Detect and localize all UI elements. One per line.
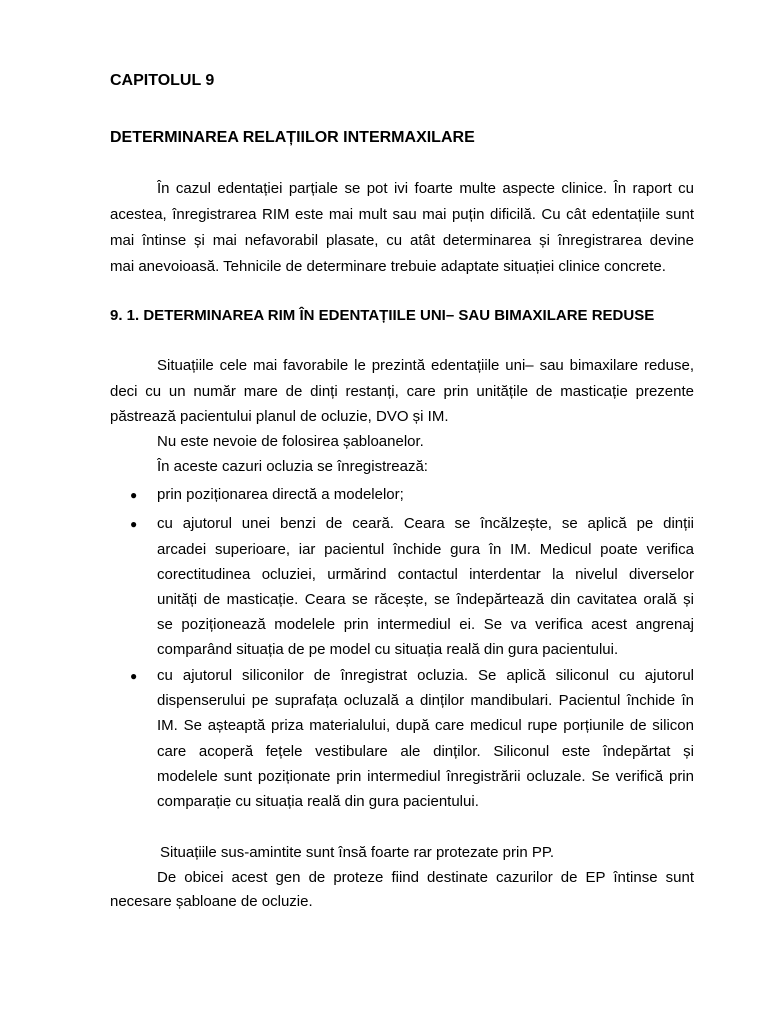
- text-line: dispenserului pe suprafața ocluzală a dinților mandibulari. Pacientul închide în: [157, 692, 694, 709]
- text-line: unități de masticație. Ceara se răcește, se îndepărtează din cavitatea orală și: [157, 591, 694, 608]
- text-line: De obicei acest gen de proteze fiind destinate cazurilor de EP întinse sunt: [157, 869, 694, 886]
- text-line: arcadei superioare, iar pacientul închide gura în IM. Medicul poate verifica: [157, 541, 694, 558]
- text-line: deci cu un număr mare de dinți restanți, care prin unitățile de masticație prezente: [110, 383, 694, 400]
- closing-line: Situațiile sus-amintite sunt însă foarte rar protezate prin PP.: [160, 844, 555, 861]
- no-templates-line: Nu este nevoie de folosirea șabloanelor.: [157, 433, 424, 450]
- text-line: comparând situația de pe model cu situația reală din gura pacientului.: [157, 641, 619, 658]
- chapter-title: DETERMINAREA RELAȚIILOR INTERMAXILARE: [110, 129, 475, 146]
- text-line: comparație cu situația reală din gura pacientului.: [157, 793, 479, 810]
- text-line: IM. Se așteaptă priza materialului, după care medicul rupe porțiunile de silicon: [157, 717, 694, 734]
- text-line: care acoperă fețele vestibulare ale dinților. Siliconul este îndepărtat și: [157, 743, 694, 760]
- text-line: mai întinse și mai nefavorabil plasate, cu atât determinarea și înregistrarea devine: [110, 232, 694, 249]
- text-line: Situațiile cele mai favorabile le prezintă edentațiile uni– sau bimaxilare reduse,: [157, 357, 694, 374]
- text-line: cu ajutorul unei benzi de ceară. Ceara se încălzește, se aplică pe dinții: [157, 515, 694, 532]
- section-heading: 9. 1. DETERMINAREA RIM ÎN EDENTAȚIILE UNI– SAU BIMAXILARE REDUSE: [110, 307, 655, 324]
- chapter-heading: CAPITOLUL 9: [110, 72, 215, 89]
- bullet-icon: ●: [130, 517, 138, 531]
- text-line: cu ajutorul siliconilor de înregistrat ocluzia. Se aplică siliconul cu ajutorul: [157, 667, 694, 684]
- text-line: necesare șabloane de ocluzie.: [110, 893, 313, 910]
- text-line: modelele sunt poziționate prin intermediul înregistrării ocluzale. Se verifică prin: [157, 768, 694, 785]
- text-line: mai anevoioasă. Tehnicile de determinare trebuie adaptate situației clinice concrete.: [110, 258, 666, 275]
- text-line: prin poziționarea directă a modelelor;: [157, 486, 404, 503]
- text-line: În cazul edentației parțiale se pot ivi foarte multe aspecte clinice. În raport cu: [157, 180, 694, 197]
- text-line: acestea, înregistrarea RIM este mai mult sau mai puțin dificilă. Cu cât edentațiile sunt: [110, 206, 694, 223]
- in-cases-line: În aceste cazuri ocluzia se înregistrează:: [157, 458, 428, 475]
- text-line: păstrează pacientului planul de ocluzie, DVO și IM.: [110, 408, 449, 425]
- bullet-icon: ●: [130, 669, 138, 683]
- bullet-icon: ●: [130, 488, 138, 502]
- text-line: corectitudinea ocluziei, urmărind contactul interdentar la nivelul diverselor: [157, 566, 694, 583]
- text-line: se poziționează modelele prin intermediul ei. Se va verifica acest angrenaj: [157, 616, 694, 633]
